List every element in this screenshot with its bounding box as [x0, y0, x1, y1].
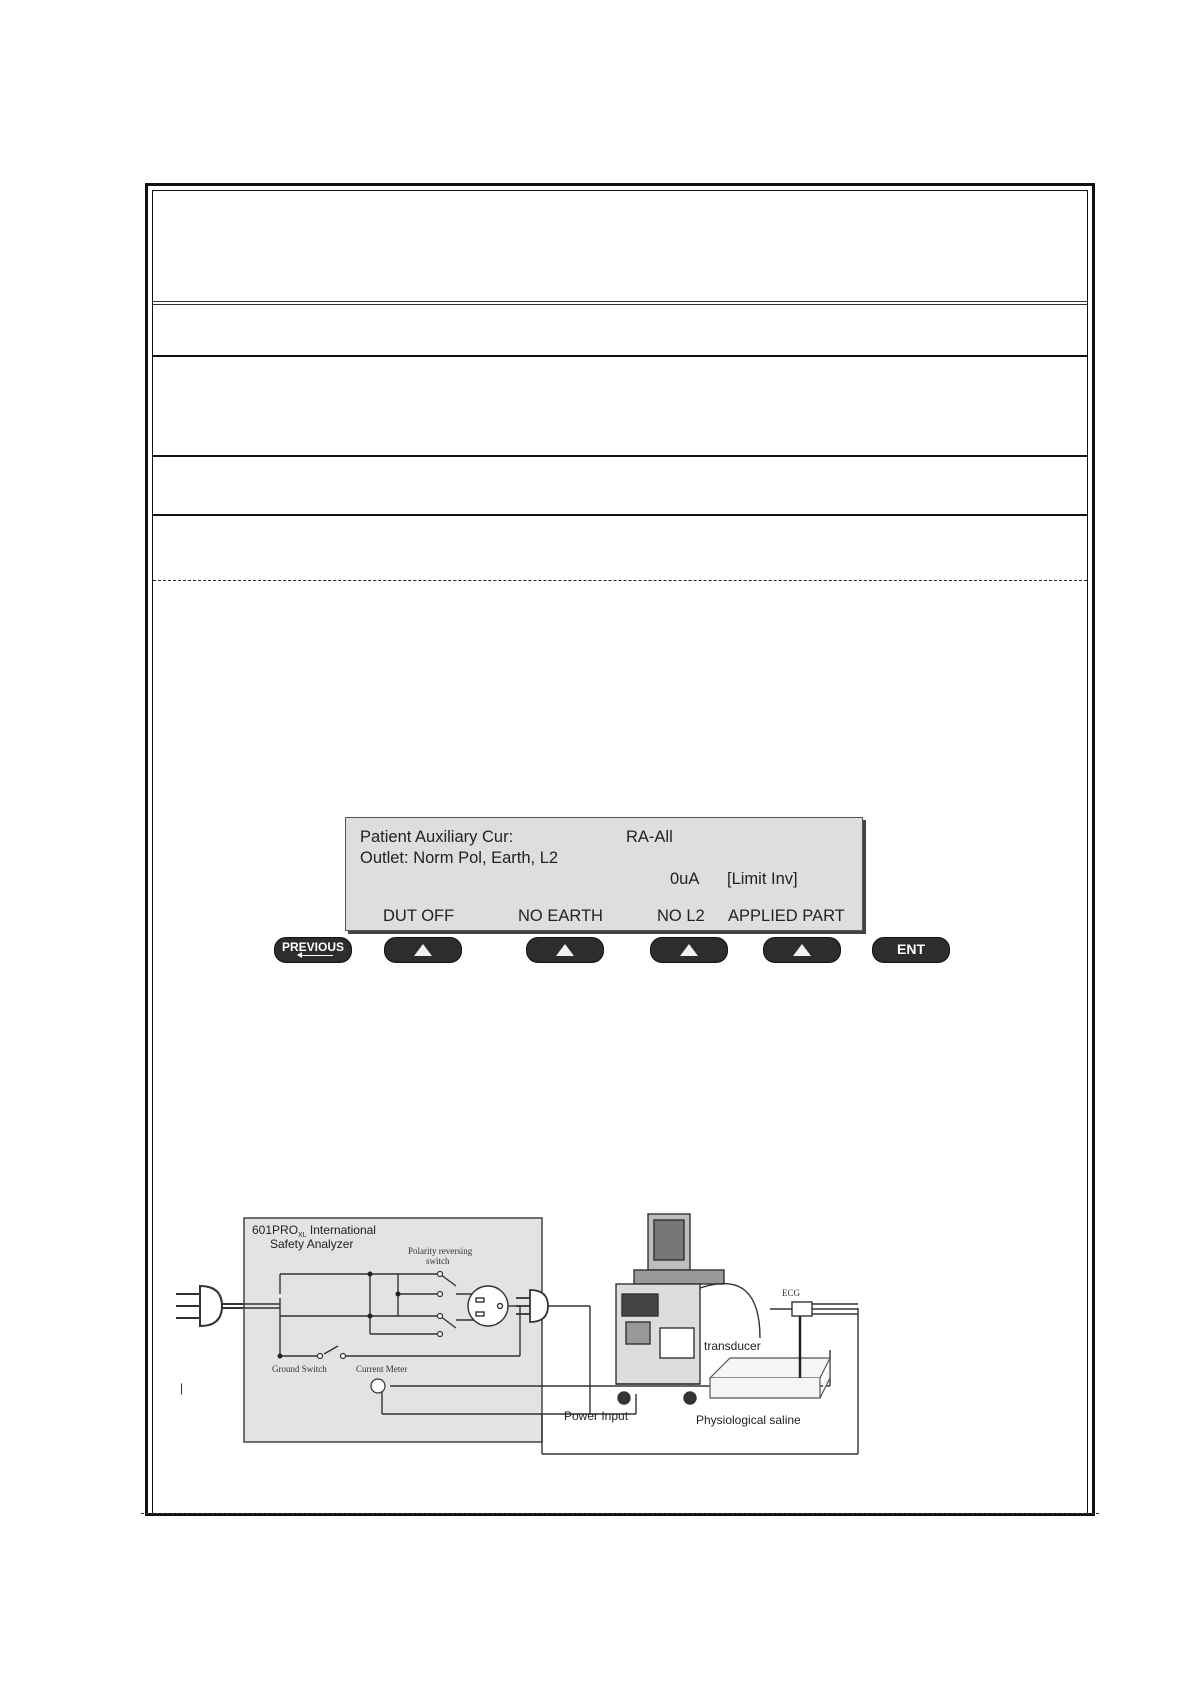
row-divider-dashed: [153, 580, 1087, 581]
up-triangle-icon: [793, 944, 811, 956]
saline-tray-icon: [710, 1358, 830, 1398]
lcd-softkey-label-2: NO EARTH: [518, 907, 603, 925]
ultrasound-machine-icon: [616, 1214, 724, 1404]
mains-plug-icon: [176, 1286, 244, 1326]
enter-key[interactable]: [872, 937, 950, 963]
safety-analyzer-box: [244, 1218, 542, 1442]
lcd-softkey-label-4: APPLIED PART: [728, 907, 845, 925]
lcd-current-reading: 0uA: [670, 870, 700, 888]
lcd-test-selection: RA-All: [626, 828, 673, 846]
ecg-label: ECG: [782, 1288, 800, 1298]
row-divider-3: [153, 455, 1087, 457]
analyzer-title-line-2: Safety Analyzer: [270, 1237, 354, 1251]
ground-switch-label: Ground Switch: [272, 1364, 327, 1374]
row-divider-2: [153, 355, 1087, 357]
row-divider-1: [153, 301, 1087, 305]
previous-key-label: PREVIOUS: [281, 940, 344, 954]
polarity-switch-label-2: switch: [426, 1256, 450, 1266]
leakage-test-wiring-diagram: [170, 1198, 950, 1468]
lcd-softkey-label-1: DUT OFF: [383, 907, 455, 925]
ecg-connector-icon: [770, 1302, 858, 1316]
lcd-test-label: Patient Auxiliary Cur:: [360, 828, 514, 846]
page-bottom-dashed-line: [141, 1513, 1099, 1514]
current-meter-label: Current Meter: [356, 1364, 408, 1374]
softkey-3-button[interactable]: [650, 937, 728, 963]
saline-label: Physiological saline: [696, 1413, 801, 1427]
polarity-switch-label-1: Polarity reversing: [408, 1246, 473, 1256]
back-arrow-head-icon: [297, 952, 302, 958]
softkey-2-button[interactable]: [526, 937, 604, 963]
outlet-receptacle-icon: [468, 1286, 508, 1326]
lcd-softkey-label-3: NO L2: [657, 907, 705, 925]
previous-key[interactable]: [274, 937, 352, 963]
row-divider-4: [153, 514, 1087, 516]
current-meter-icon: [371, 1379, 385, 1393]
margin-mark: |: [180, 1381, 184, 1395]
transducer-cable: [700, 1284, 760, 1338]
enter-key-label: ENT: [897, 941, 925, 957]
up-triangle-icon: [556, 944, 574, 956]
analyzer-title-line-1: $601PRO_{XL}$ International: [252, 1223, 376, 1239]
analyzer-lcd-screen: [345, 817, 863, 931]
power-input-label: Power Input: [564, 1409, 629, 1423]
lcd-outlet-status: Outlet: Norm Pol, Earth, L2: [360, 849, 559, 867]
back-arrow-icon: [301, 955, 333, 956]
up-triangle-icon: [680, 944, 698, 956]
softkey-4-button[interactable]: [763, 937, 841, 963]
up-triangle-icon: [414, 944, 432, 956]
transducer-label: transducer: [704, 1339, 761, 1353]
lcd-limit-status: [Limit Inv]: [727, 870, 798, 888]
softkey-1-button[interactable]: [384, 937, 462, 963]
